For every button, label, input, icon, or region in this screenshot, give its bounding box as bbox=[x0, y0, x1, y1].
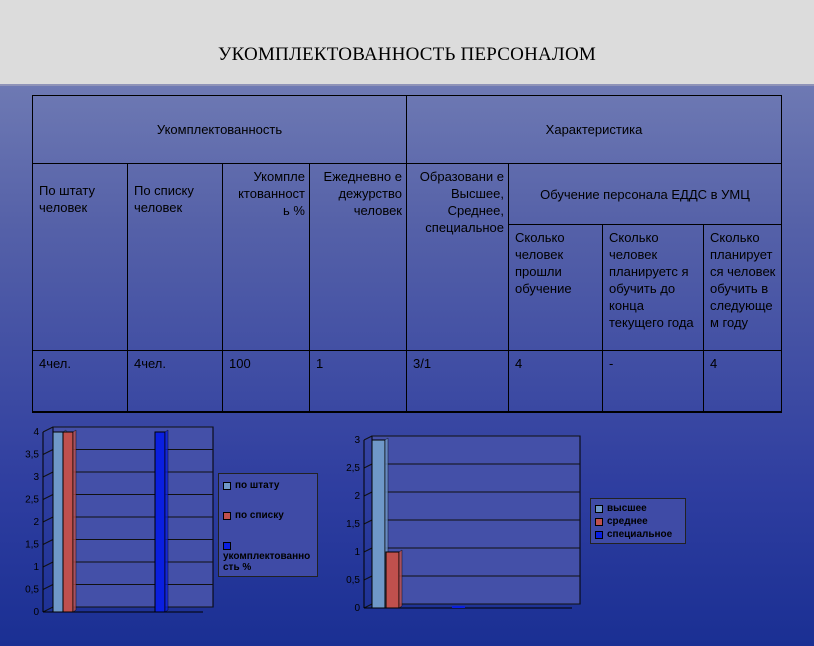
page-title: УКОМПЛЕКТОВАННОСТЬ ПЕРСОНАЛОМ bbox=[217, 44, 597, 65]
gridline-depth bbox=[43, 472, 53, 477]
education-chart-legend bbox=[590, 498, 686, 544]
cell-list bbox=[128, 351, 223, 413]
gridline-depth bbox=[364, 520, 372, 524]
cell-education-value: 3/1 bbox=[413, 356, 432, 371]
gridline-depth bbox=[43, 427, 53, 432]
cell-percent bbox=[223, 351, 310, 413]
legend-swatch-secondary bbox=[595, 518, 603, 526]
y-tick-label: 3 bbox=[33, 472, 39, 483]
gridline-depth bbox=[43, 495, 53, 500]
header-characteristics-group bbox=[407, 96, 782, 164]
table-row bbox=[33, 351, 782, 413]
legend-item-higher bbox=[595, 503, 647, 514]
cell-duty bbox=[310, 351, 407, 413]
cell-trained-value: 4 bbox=[515, 356, 523, 371]
y-tick-label: 2 bbox=[354, 491, 360, 502]
header-staff bbox=[33, 164, 128, 351]
legend-label-staff: по штату bbox=[235, 480, 280, 491]
legend-label-secondary: среднее bbox=[607, 516, 648, 527]
y-tick-label: 0,5 bbox=[25, 584, 39, 596]
y-tick-label: 4 bbox=[33, 427, 39, 438]
header-percent bbox=[223, 164, 310, 351]
legend-swatch-higher bbox=[595, 505, 603, 513]
staff-header-label: По штату человек bbox=[39, 183, 95, 215]
legend-item-list bbox=[223, 510, 284, 521]
cell-plan-next bbox=[704, 351, 782, 413]
legend-swatch-staff bbox=[223, 482, 231, 490]
header-duty bbox=[310, 164, 407, 351]
bar-side-2 bbox=[73, 430, 76, 612]
percent-header-label: Укомпле ктованност ь % bbox=[238, 169, 305, 218]
gridline-depth bbox=[364, 548, 372, 552]
duty-header-label: Ежедневно е дежурство человек bbox=[323, 169, 402, 218]
gridline-depth bbox=[364, 436, 372, 440]
legend-label-percent: укомплектованно сть % bbox=[223, 551, 311, 573]
header-education bbox=[407, 164, 509, 351]
y-tick-label: 1,5 bbox=[25, 539, 39, 551]
header-plan-current bbox=[603, 225, 704, 351]
legend-swatch-list bbox=[223, 512, 231, 520]
y-tick-label: 2,5 bbox=[25, 494, 39, 506]
gridline-depth bbox=[43, 450, 53, 455]
plan-current-header-label: Сколько человек планируетс я обучить до конца текущего года bbox=[609, 230, 694, 330]
legend-swatch-special bbox=[595, 531, 603, 539]
bar-side-3 bbox=[165, 430, 168, 612]
cell-plan-next-value: 4 bbox=[710, 356, 718, 371]
legend-label-special: специальное bbox=[607, 529, 673, 540]
header-trained bbox=[509, 225, 603, 351]
characteristics-group-label: Характеристика bbox=[545, 122, 643, 137]
gridline-depth bbox=[364, 604, 372, 608]
plan-next-header-label: Сколько планирует ся человек обучить в следующе м году bbox=[710, 230, 776, 330]
cell-education bbox=[407, 351, 509, 413]
cell-plan-current bbox=[603, 351, 704, 413]
list-header-label: По списку человек bbox=[134, 183, 194, 215]
training-group-label: Обучение персонала ЕДДС в УМЦ bbox=[540, 186, 750, 202]
bar-1 bbox=[372, 440, 385, 608]
header-plan-next bbox=[704, 225, 782, 351]
education-header-label: Образовани е Высшее, Среднее, специальное bbox=[419, 169, 504, 235]
cell-staff bbox=[33, 351, 128, 413]
staffing-group-label: Укомплектованность bbox=[156, 122, 283, 137]
bar-2 bbox=[386, 552, 399, 608]
header-list bbox=[128, 164, 223, 351]
y-tick-label: 3,5 bbox=[25, 449, 39, 461]
gridline-depth bbox=[364, 464, 372, 468]
y-tick-label: 0,5 bbox=[346, 575, 360, 586]
header-training-group bbox=[509, 164, 782, 225]
gridline-depth bbox=[43, 517, 53, 522]
bar-side-2 bbox=[399, 550, 402, 608]
gridline-depth bbox=[43, 585, 53, 590]
gridline-depth bbox=[43, 540, 53, 545]
gridline-depth bbox=[43, 607, 53, 612]
staffing-table bbox=[32, 95, 782, 413]
cell-trained bbox=[509, 351, 603, 413]
legend-item-percent bbox=[223, 540, 313, 573]
legend-label-list: по списку bbox=[235, 510, 284, 521]
legend-item-staff bbox=[223, 480, 279, 491]
header-band bbox=[0, 0, 814, 84]
legend-item-secondary bbox=[595, 516, 648, 527]
header-divider bbox=[0, 84, 814, 86]
staffing-chart bbox=[0, 415, 330, 640]
bar-2 bbox=[63, 432, 73, 612]
bar-3 bbox=[155, 432, 165, 612]
gridline-depth bbox=[364, 492, 372, 496]
trained-header-label: Сколько человек прошли обучение bbox=[515, 230, 572, 296]
bar-3 bbox=[452, 606, 465, 608]
cell-duty-value: 1 bbox=[316, 356, 324, 371]
y-tick-label: 0 bbox=[354, 603, 360, 614]
y-tick-label: 2 bbox=[33, 517, 39, 528]
cell-staff-value: 4чел. bbox=[39, 356, 71, 371]
cell-list-value: 4чел. bbox=[134, 356, 166, 371]
y-tick-label: 1 bbox=[354, 547, 360, 558]
legend-swatch-percent bbox=[223, 542, 231, 550]
y-tick-label: 1 bbox=[33, 562, 39, 573]
y-tick-label: 3 bbox=[354, 435, 360, 446]
cell-percent-value: 100 bbox=[229, 356, 251, 371]
legend-label-higher: высшее bbox=[607, 503, 647, 514]
y-tick-label: 0 bbox=[33, 607, 39, 618]
y-tick-label: 2,5 bbox=[346, 463, 360, 474]
legend-item-special bbox=[595, 529, 672, 540]
staffing-chart-legend bbox=[218, 473, 318, 577]
bar-1 bbox=[53, 432, 63, 612]
y-tick-label: 1,5 bbox=[346, 519, 360, 530]
education-chart bbox=[330, 420, 700, 615]
gridline-depth bbox=[364, 576, 372, 580]
cell-plan-current-value: - bbox=[609, 356, 614, 371]
header-staffing-group bbox=[33, 96, 407, 164]
gridline-depth bbox=[43, 562, 53, 567]
